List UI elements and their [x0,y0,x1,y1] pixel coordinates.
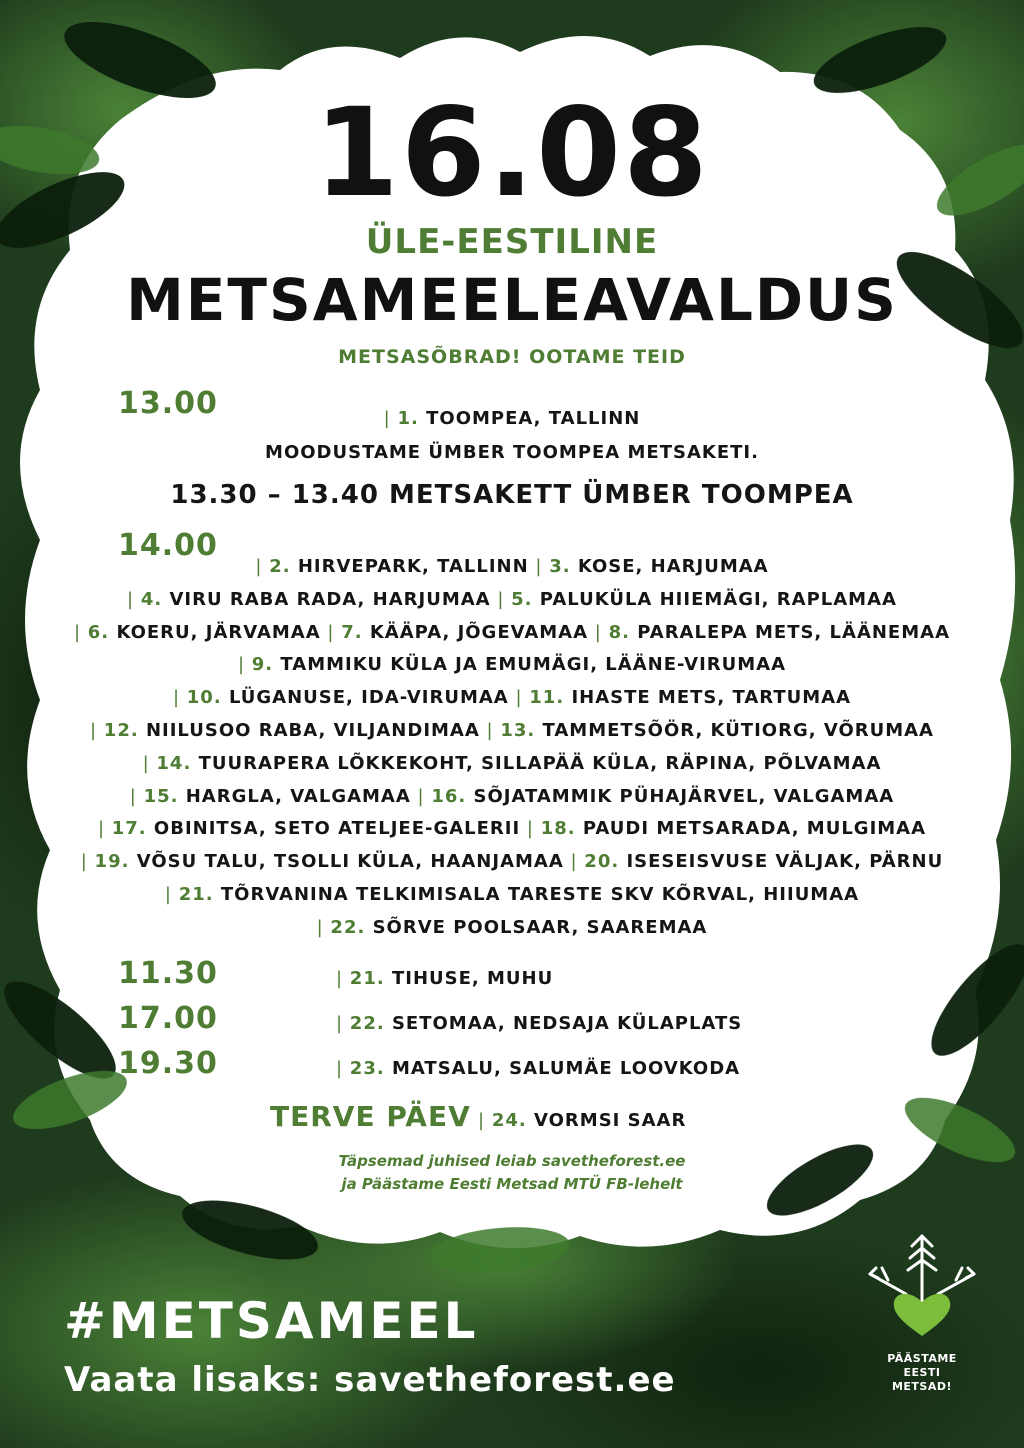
location-name: KOSE, HARJUMAA [577,556,769,577]
location-name: ISESEISVUSE VÄLJAK, PÄRNU [626,851,944,873]
location-number: 8. [608,621,630,643]
location-number: 16. [431,785,467,807]
location-name: TIHUSE, MUHU [391,968,554,989]
location-number: 22. [330,916,366,938]
location-name: TAMMIKU KÜLA JA EMUMÄGI, LÄÄNE-VIRUMAA [280,654,787,676]
location-number: 1. [397,408,419,429]
location-number: 21. [178,884,214,905]
location-number: 10. [186,687,222,709]
location-row: | 15. HARGLA, VALGAMAA | 16. SÕJATAMMIK PÜHAJÄRVEL, VALGAMAA [129,785,895,807]
location-name: NIILUSOO RABA, VILJANDIMAA [145,720,480,741]
logo-text-line2: EESTI [903,1366,941,1379]
location-row: | 19. VÕSU TALU, TSOLLI KÜLA, HAANJAMAA | 20. ISESEISVUSE VÄLJAK, PÄRNU [80,851,944,873]
location-name: HARGLA, VALGAMAA [185,785,411,807]
tagline: METSASÕBRAD! OOTAME TEID [338,346,686,368]
location-row: | 21. TIHUSE, MUHU [336,968,554,989]
location-number: 18. [540,818,576,840]
location-number: 21. [349,968,385,989]
time-label: 17.00 [118,1001,218,1036]
location-number: 4. [140,588,163,610]
location-name: TÕRVANINA TELKIMISALA TARESTE SKV KÕRVAL, HIIUMAA [220,884,860,905]
location-name: IHASTE METS, TARTUMAA [571,687,852,709]
location-row: | 12. NIILUSOO RABA, VILJANDIMAA | 13. TAMMETSÕÖR, KÜTIORG, VÕRUMAA [90,720,934,741]
location-number: 20. [584,851,620,873]
location-name: TAMMETSÕÖR, KÜTIORG, VÕRUMAA [542,720,934,741]
time-13-00: 13.00 [118,386,218,421]
location-name: HIRVEPARK, TALLINN [297,556,529,577]
location-name: VORMSI SAAR [534,1110,687,1131]
location-number: 13. [500,720,536,741]
website-link[interactable]: Vaata lisaks: savetheforest.ee [64,1360,676,1400]
location-number: 6. [87,621,110,643]
location-number: 7. [341,621,363,643]
location-number: 19. [94,851,130,873]
location-number: 14. [156,752,192,774]
location-row: | 14. TUURAPERA LÕKKEKOHT, SILLAPÄÄ KÜLA, RÄPINA, PÕLVAMAA [142,752,882,774]
location-name: LÜGANUSE, IDA-VIRUMAA [228,687,509,709]
location-name: PAUDI METSARADA, MULGIMAA [582,818,927,840]
location-name: OBINITSA, SETO ATELJEE-GALERII [153,818,521,840]
location-number: 23. [349,1058,385,1079]
location-name: SETOMAA, NEDSAJA KÜLAPLATS [391,1013,743,1034]
location-name: VIRU RABA RADA, HARJUMAA [169,588,491,610]
location-name: KOERU, JÄRVAMAA [116,621,321,643]
info-note [0,1150,1024,1196]
logo-text [852,1352,992,1394]
location-toompea: | 1. TOOMPEA, TALLINN [383,408,641,429]
location-name: MATSALU, SALUMÄE LOOVKODA [391,1058,741,1079]
location-row: | 22. SÕRVE POOLSAAR, SAAREMAA [316,916,708,938]
event-date: 16.08 [314,82,710,224]
info-note-line1: Täpsemad juhised leiab savetheforest.ee [338,1152,686,1170]
allday-label: TERVE PÄEV [270,1100,471,1133]
allday-row: TERVE PÄEV | 24. VORMSI SAAR [270,1100,687,1133]
location-name: SÕRVE POOLSAAR, SAAREMAA [372,916,708,938]
location-name: TOOMPEA, TALLINN [426,408,641,429]
subtitle: ÜLE-EESTILINE [365,222,659,262]
location-number: 5. [511,588,533,610]
location-row: | 10. LÜGANUSE, IDA-VIRUMAA | 11. IHASTE METS, TARTUMAA [172,687,852,709]
metsakett-highlight: 13.30 – 13.40 METSAKETT ÜMBER TOOMPEA [170,480,854,510]
location-row: | 6. KOERU, JÄRVAMAA | 7. KÄÄPA, JÕGEVAMAA | 8. PARALEPA METS, LÄÄNEMAA [73,621,951,643]
location-number: 24. [491,1110,527,1131]
location-name: PARALEPA METS, LÄÄNEMAA [637,621,951,643]
time-label: 19.30 [118,1046,218,1081]
location-row: | 9. TAMMIKU KÜLA JA EMUMÄGI, LÄÄNE-VIRUMAA [237,654,787,676]
location-number: 11. [529,687,565,709]
location-row: | 23. MATSALU, SALUMÄE LOOVKODA [336,1058,741,1079]
location-row: | 17. OBINITSA, SETO ATELJEE-GALERII | 18. PAUDI METSARADA, MULGIMAA [97,818,927,840]
location-name: PALUKÜLA HIIEMÄGI, RAPLAMAA [539,588,897,610]
logo-text-line1: PÄÄSTAME [887,1352,957,1365]
location-number: 2. [269,556,291,577]
time-14-00: 14.00 [118,528,218,563]
info-note-line2: ja Päästame Eesti Metsad MTÜ FB-lehelt [341,1175,683,1193]
location-number: 3. [549,556,571,577]
location-name: VÕSU TALU, TSOLLI KÜLA, HAANJAMAA [136,851,564,873]
location-name: KÄÄPA, JÕGEVAMAA [369,621,589,643]
location-row: | 4. VIRU RABA RADA, HARJUMAA | 5. PALUKÜLA HIIEMÄGI, RAPLAMAA [127,588,897,610]
location-number: 9. [251,654,274,676]
location-number: 22. [349,1013,385,1034]
page-title: METSAMEELEAVALDUS [126,266,898,334]
location-row: | 22. SETOMAA, NEDSAJA KÜLAPLATS [336,1013,743,1034]
location-number: 15. [143,785,179,807]
location-name: SÕJATAMMIK PÜHAJÄRVEL, VALGAMAA [473,785,895,807]
time-label: 11.30 [118,956,218,991]
location-name: TUURAPERA LÕKKEKOHT, SILLAPÄÄ KÜLA, RÄPINA, PÕLVAMAA [198,752,882,774]
location-number: 12. [103,720,139,741]
location-row: | 2. HIRVEPARK, TALLINN | 3. KOSE, HARJUMAA [255,556,769,577]
location-number: 17. [111,818,147,840]
hashtag: #METSAMEEL [64,1292,479,1350]
logo-text-line3: METSAD! [891,1380,953,1393]
tree-heart-arrows-icon [862,1232,982,1344]
location-row: | 21. TÕRVANINA TELKIMISALA TARESTE SKV KÕRVAL, HIIUMAA [164,884,860,905]
toompea-description: MOODUSTAME ÜMBER TOOMPEA METSAKETI. [265,442,759,463]
